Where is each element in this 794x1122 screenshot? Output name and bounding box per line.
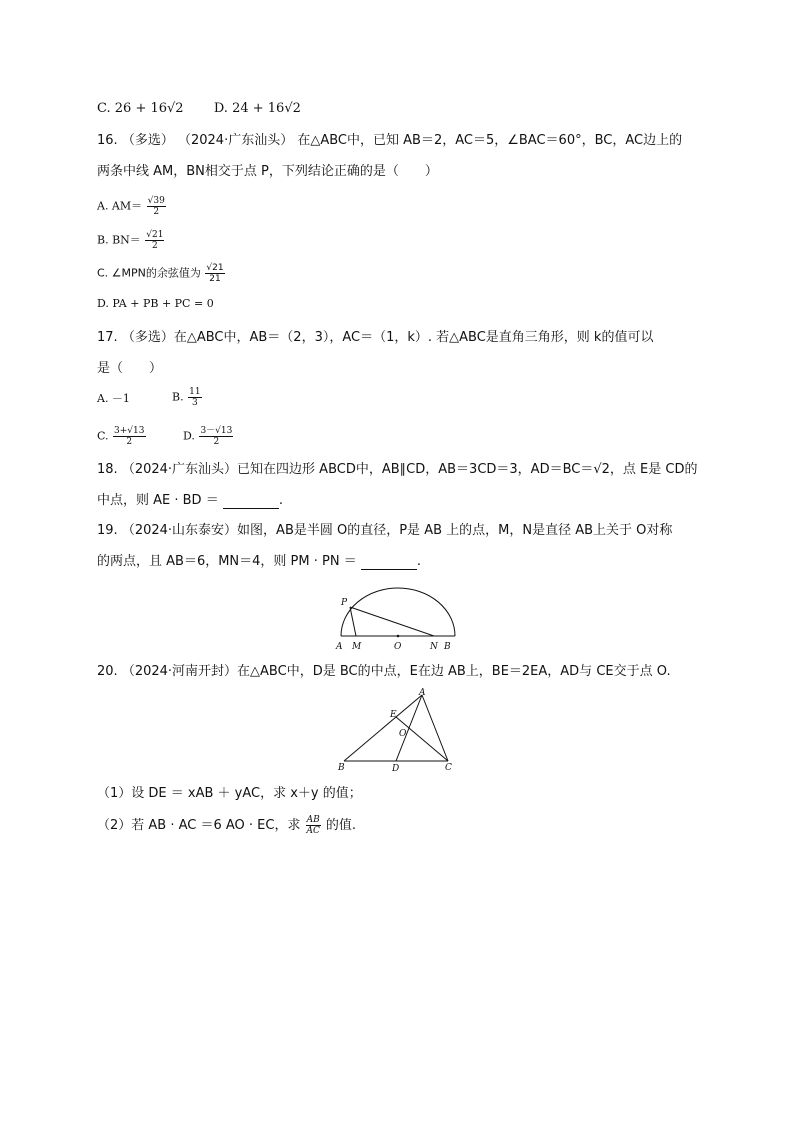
semicircle-arc <box>341 588 455 636</box>
label-o: O <box>399 729 407 739</box>
q17-option-b-numerator: 11 <box>189 387 201 397</box>
label-m: M <box>352 642 362 652</box>
q16-option-c-denominator: 21 <box>209 274 221 284</box>
q17-option-d <box>183 426 234 447</box>
label-b: B <box>444 642 451 652</box>
center-point-o <box>397 635 400 638</box>
label-o: O <box>394 642 402 652</box>
q16-option-b-denominator: 2 <box>152 241 158 251</box>
q17-option-b <box>172 387 203 408</box>
q20-line1 <box>97 664 671 680</box>
q16-option-a-label: A. AM＝ <box>97 199 143 213</box>
q20-sub2-fraction <box>306 815 321 836</box>
q18-stem-line1: （2024·广东汕头）已知在四边形 ABCD中，AB∥CD，AB＝3CD＝3，AD＝BC＝√2，点 E是 CD的 <box>121 462 698 477</box>
segment-ce <box>396 717 448 761</box>
q17-option-c-denominator: 2 <box>126 437 133 447</box>
q15-option-d-letter: D. <box>213 101 228 116</box>
q17-option-b-label: B. <box>172 390 184 404</box>
q17-option-b-denominator: 3 <box>191 398 198 408</box>
q16-option-c-label: C. ∠MPN的余弦值为 <box>97 266 201 280</box>
q19-line1 <box>97 523 672 539</box>
q19-semicircle-figure <box>333 585 463 655</box>
q17-stem-line1: （多选）在△ABC中，AB＝（2，3），AC＝（1，k）. 若△ABC是直角三角形，则 k的值可以 <box>121 330 654 345</box>
q19-stem-line1: （2024·山东泰安）如图，AB是半圆 O的直径，P是 AB 上的点，M，N是直径 AB上关于 O对称 <box>121 523 673 538</box>
q16-option-c-numerator: √21 <box>206 263 224 273</box>
q16-line1 <box>97 133 682 149</box>
label-c: C <box>445 763 452 773</box>
q15-option-c-expr: 26 + 16√2 <box>114 101 184 116</box>
q16-stem-line2: 两条中线 AM，BN相交于点 P，下列结论正确的是（ ） <box>97 164 438 179</box>
q19-stem-line2: 的两点，且 AB＝6，MN＝4，则 PM · PN ＝ <box>97 554 357 569</box>
q16-option-c <box>97 263 226 284</box>
q17-option-c-label: C. <box>97 429 109 443</box>
side-ab <box>344 695 422 761</box>
q16-option-b <box>97 230 165 251</box>
label-a: A <box>419 688 426 698</box>
label-d: D <box>392 764 400 774</box>
q20-sub2-end: 的值. <box>325 818 357 833</box>
q20-number: 20. <box>97 664 118 679</box>
q17-stem-line2: 是（ ） <box>97 361 163 376</box>
q16-option-b-fraction <box>145 230 164 251</box>
segment-pn <box>350 607 434 636</box>
q19-answer-blank[interactable] <box>361 557 417 570</box>
label-e: E <box>390 710 397 720</box>
q16-option-a-numerator: √39 <box>147 196 165 206</box>
q15-option-c-letter: C. <box>97 101 111 116</box>
q17-line1 <box>97 330 653 346</box>
q16-tag: （多选） <box>121 133 174 148</box>
q16-option-c-fraction <box>205 263 224 284</box>
q16-option-b-label: B. BN＝ <box>97 233 141 247</box>
q20-sub2 <box>97 815 356 836</box>
q18-answer-blank[interactable] <box>223 496 279 509</box>
q16-option-a <box>97 196 167 217</box>
q18-line1 <box>97 462 697 478</box>
label-b: B <box>338 763 345 773</box>
q17-option-c-fraction <box>113 426 145 447</box>
q17-option-d-numerator: 3－√13 <box>200 426 233 436</box>
q20-sub1: （1）设 DE ＝ xAB ＋ yAC，求 x＋y 的值； <box>97 786 362 801</box>
segment-pm <box>350 607 356 636</box>
q20-triangle-figure <box>335 686 465 776</box>
q16-stem-line1: 在△ABC中，已知 AB＝2，AC＝5，∠BAC＝60°，BC，AC边上的 <box>297 133 683 148</box>
q16-source: （2024·广东汕头） <box>177 133 294 148</box>
q17-option-c <box>97 426 147 447</box>
q20-sub2-stem: （2）若 AB · AC ＝6 AO · EC，求 <box>97 818 301 833</box>
q17-option-a: A. －1 <box>97 392 130 405</box>
q16-option-d: D. PA + PB + PC = 0 <box>97 297 214 310</box>
label-n: N <box>430 642 438 652</box>
q17-number: 17. <box>97 330 118 345</box>
q20-sub2-numerator: AB <box>306 815 320 825</box>
q17-option-c-numerator: 3+√13 <box>114 426 145 436</box>
q20-stem-line1: （2024·河南开封）在△ABC中，D是 BC的中点，E在边 AB上，BE＝2EA，AD与 CE交于点 O. <box>121 664 671 679</box>
q17-option-d-label: D. <box>183 429 195 443</box>
q16-option-a-denominator: 2 <box>153 207 160 217</box>
q19-line2: 的两点，且 AB＝6，MN＝4，则 PM · PN ＝ . <box>97 554 421 569</box>
q16-number: 16. <box>97 133 118 148</box>
q19-number: 19. <box>97 523 118 538</box>
q16-option-a-fraction <box>147 196 166 217</box>
q17-option-d-fraction <box>199 426 233 447</box>
side-ac <box>422 695 448 761</box>
q15-option-d-expr: 24 + 16√2 <box>232 101 301 116</box>
q18-stem-line2: 中点，则 AE · BD ＝ <box>97 493 219 508</box>
q17-option-d-denominator: 2 <box>213 437 220 447</box>
q20-sub2-denominator: AC <box>306 826 320 836</box>
q18-number: 18. <box>97 462 118 477</box>
label-p: P <box>341 598 348 608</box>
q16-option-b-numerator: √21 <box>146 230 164 240</box>
label-a: A <box>336 642 343 652</box>
q18-line2: 中点，则 AE · BD ＝ . <box>97 493 283 508</box>
q17-option-b-fraction <box>188 387 201 408</box>
q15-options <box>97 101 301 117</box>
